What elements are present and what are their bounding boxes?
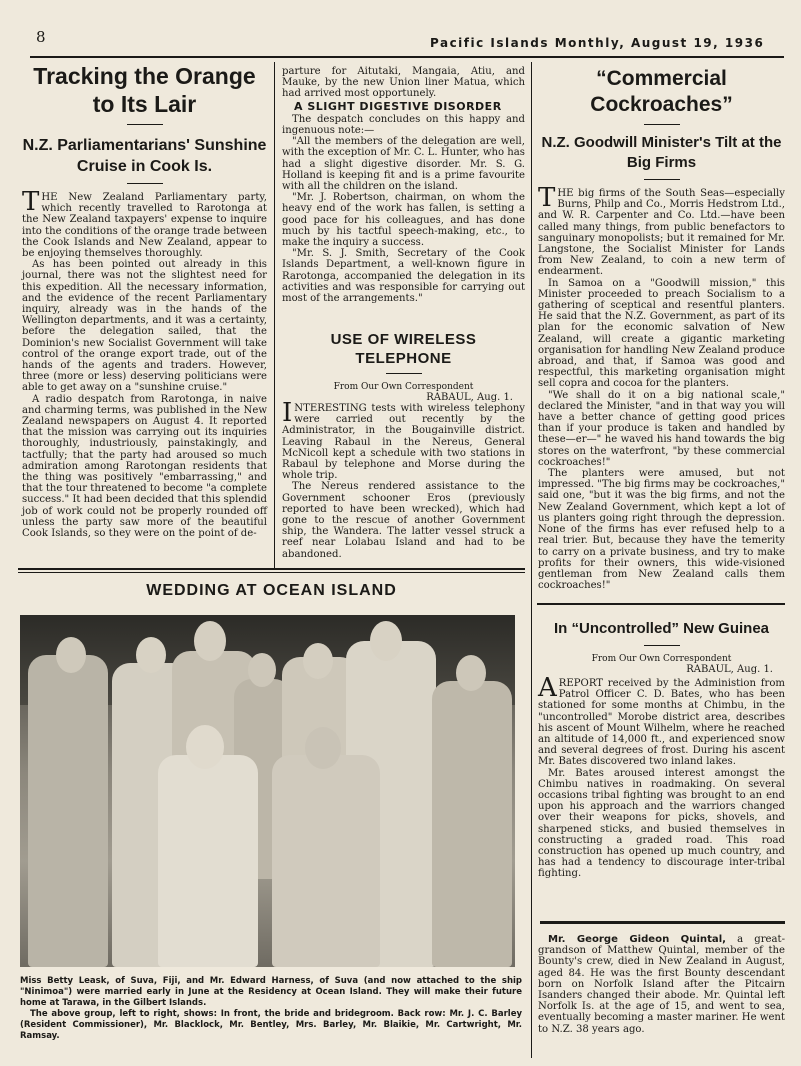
- wireless-para: INTERESTING tests with wireless telephony were carried out recently by the Administrator, in the Bougainville district. Leaving Rabaul in the Nereus, General McNicoll kept a schedule with two stations in Rabaul by telephone and Morse during the whole trip.: [282, 398, 525, 482]
- cockroaches-para: In Samoa on a "Goodwill mission," this Minister proceeded to preach Socialism to a gathering of sceptical and resentful planters. He said that the N.Z. Government, as part of its plan for the economic salvation of New Zealand, will create a gigantic marketing organisation for handling New Zealand produce abroad, and that, if Samoa was good and respectful, this marketing organisation might sell copra and cocoa for the planters.: [538, 277, 785, 390]
- cockroaches-headline: “Commercial Cockroaches”: [590, 67, 733, 116]
- wedding-caption-para: Miss Betty Leask, of Suva, Fiji, and Mr. Edward Harness, of Suva (and now attached to the ship "Ninimoa") were married early in June at the Residency at Ocean Island. They will make their future home at Tarawa, in the Gilbert Islands.: [20, 976, 522, 1008]
- orange-para: "Mr. J. Robertson, chairman, on whom the heavy end of the work has fallen, is setting a good pace for his colleagues, and has done much by his tactful speech-making, etc., to make the inquiry a success.: [282, 192, 525, 249]
- column-divider: [274, 62, 275, 568]
- quintal-para: Mr. George Gideon Quintal, a great-grandson of Matthew Quintal, member of the Bounty's crew, died in New Zealand in August, aged 84. He was the first Bounty descendant born on Norfolk Island after the Pitcairn Isanders changed their abode. Mr. Quintal left Norfolk Is. at the age of 15, and went to sea, eventually becoming a master mariner. He went to N.Z. 38 years ago.: [538, 934, 785, 1035]
- dropcap: T: [22, 187, 40, 217]
- orange-para: THE New Zealand Parliamentary party, which recently travelled to Rarotonga at the New Zealand taxpayers' expense to inquire into the conditions of the orange trade between the Cook Islands and New Zealand, appear to be enjoying themselves thoroughly.: [22, 187, 267, 260]
- cockroaches-subheadline-rule: [644, 179, 680, 180]
- guinea-article: [538, 618, 785, 880]
- orange-para: "All the members of the delegation are well, with the exception of Mr. C. L. Hunter, who has had a slight digestive disorder. Mr. S. G. Holland is keeping fit and is a prime favourite with all the children on the island.: [282, 136, 525, 193]
- guinea-dateline: RABAUL, Aug. 1.: [686, 664, 773, 675]
- wireless-headline: USE OF WIRELESS TELEPHONE: [330, 331, 477, 367]
- wireless-byline: From Our Own Correspondent: [333, 382, 474, 392]
- guinea-byline: From Our Own Correspondent: [591, 654, 732, 664]
- wedding-article: [18, 580, 525, 601]
- quintal-article: [538, 934, 785, 1035]
- section-rule: [540, 921, 785, 924]
- cockroaches-subheadline: N.Z. Goodwill Minister's Tilt at the Big Firms: [541, 134, 782, 171]
- orange-body: [22, 187, 267, 540]
- guinea-para: Mr. Bates aroused interest amongst the Chimbu natives in roadmaking. On several occasions tribal fighting was brought to an end upon his approach and the warriors changed over their weapons for picks, shovels, and sharpened sticks, and busied themselves in constructing a graded road. This road construction has opened up much country, and has had a tendency to discourage inter-tribal fighting.: [538, 767, 785, 880]
- dropcap: A: [538, 673, 557, 703]
- cockroaches-headline-rule: [644, 124, 680, 125]
- wireless-headline-rule: [386, 373, 422, 374]
- orange-headline-rule: [127, 124, 163, 125]
- cockroaches-para: "We shall do it on a big national scale," declared the Minister, "and in that way you will have a better chance of getting good prices than if your produce is taken and handled by these—er—" he waved his hand towards the big stores on the waterfront, "by these commercial cockroaches!": [538, 389, 785, 468]
- guinea-headline-rule: [644, 645, 680, 646]
- orange-headline: Tracking the Orange to Its Lair: [33, 63, 256, 117]
- dropcap: T: [538, 183, 556, 213]
- guinea-headline: In “Uncontrolled” New Guinea: [553, 620, 770, 637]
- wireless-para: The Nereus rendered assistance to the Government schooner Eros (previously reported to have been wrecked), which had gone to the rescue of another Government ship, the Wandera. The latter vessel struck a reef near Lolabau Island and had to be abandoned.: [282, 481, 525, 560]
- orange-para: The despatch concludes on this happy and ingenuous note:—: [282, 113, 525, 137]
- orange-continuation: [282, 66, 525, 304]
- cockroaches-para: THE big firms of the South Seas—especially Burns, Philp and Co., Morris Hedstrom Ltd., and W. R. Carpenter and Co. Ltd.—have been called many things, from public benefactors to sanguinary monopolists; but it remained for Mr. Langstone, the Socialist Minister for Lands from New Zealand, to coin a new term of endearment.: [538, 183, 785, 278]
- orange-para: parture for Aitutaki, Mangaia, Atiu, and Mauke, by the new Union liner Matua, which had arrived most opportunely.: [282, 66, 525, 100]
- column-divider: [531, 62, 532, 1058]
- section-rule: [537, 603, 785, 605]
- wedding-top-rule: [18, 568, 525, 570]
- cockroaches-para: The planters were amused, but not impressed. "The big firms may be cockroaches," said one, "but it was the big firms, and not the New Zealand Government, which kept a lot of us planters going right through the depression. None of the firms has ever refused help to a real trier. But, because they have the temerity to carry on a private business, and try to make profits for their owners, this wide-visioned gentleman from New Zealand calls them cockroaches!": [538, 468, 785, 592]
- cockroaches-article: [538, 66, 785, 591]
- wireless-article: [282, 330, 525, 560]
- wedding-headline: WEDDING AT OCEAN ISLAND: [146, 582, 397, 599]
- orange-para: "Mr. S. J. Smith, Secretary of the Cook Islands Department, a well-known figure in Rarotonga, accompanied the delegation in its activities and was responsible for carrying out most of the arrangements.": [282, 248, 525, 305]
- page-number: 8: [36, 28, 46, 46]
- orange-article: [22, 62, 267, 539]
- quintal-lead: Mr. George Gideon Quintal,: [548, 934, 727, 945]
- header-rule: [30, 56, 784, 58]
- publication-title: Pacific Islands Monthly, August 19, 1936: [430, 36, 765, 50]
- wedding-caption: [20, 976, 522, 1042]
- wireless-dateline: RABAUL, Aug. 1.: [426, 392, 513, 403]
- orange-para: As has been pointed out already in this journal, there was not the slightest need for this expedition. All the necessary information, and the evidence of the recent Parliamentary inquiry, already was in the hands of the Wellington departments, and it was a certainty, before the delegation sailed, that the Dominion's new Socialist Government will take control of the orange export trade, out of the hands of the agents and traders. However, three (more or less) deserving politicians were able to get away on a "sunshine cruise.": [22, 259, 267, 394]
- wedding-top-rule: [18, 572, 525, 573]
- orange-subheadline-rule: [127, 183, 163, 184]
- orange-subhead: A SLIGHT DIGESTIVE DISORDER: [294, 99, 502, 113]
- dropcap: I: [282, 398, 293, 428]
- guinea-para: AREPORT received by the Administion from Patrol Officer C. D. Bates, who has been stationed for some months at Chimbu, in the "uncontrolled" Morobe district area, describes his ascent of Mount Wilhelm, where he reached an altitude of 14,000 ft., and experienced snow and several degrees of frost. During his ascent Mr. Bates discovered two inland lakes.: [538, 673, 785, 768]
- wedding-caption-para: The above group, left to right, shows: In front, the bride and bridegroom. Back row: Mr. J. C. Barley (Resident Commissioner), Mr. Blacklock, Mr. Bentley, Mrs. Barley, Mr. Blaikie, Mr. Cartwright, Mr. Ramsay.: [20, 1009, 522, 1041]
- wedding-photo: [20, 615, 515, 967]
- orange-para: A radio despatch from Rarotonga, in naive and charming terms, was published in the New Zealand newspapers on August 4. It reported that the mission was carrying out its inquiries thoroughly, industriously, painstakingly, and tactfully; that the party had aroused so much admiration among Rarotongan residents that the thing was positively "embarrassing," and that the tour threatened to become "a complete success." It had been decided that this splendid job of work could not be properly rounded off unless the party saw more of the beautiful Cook Islands, so they were on the point of de-: [22, 393, 267, 540]
- orange-subheadline: N.Z. Parliamentarians' Sunshine Cruise in Cook Is.: [22, 137, 267, 175]
